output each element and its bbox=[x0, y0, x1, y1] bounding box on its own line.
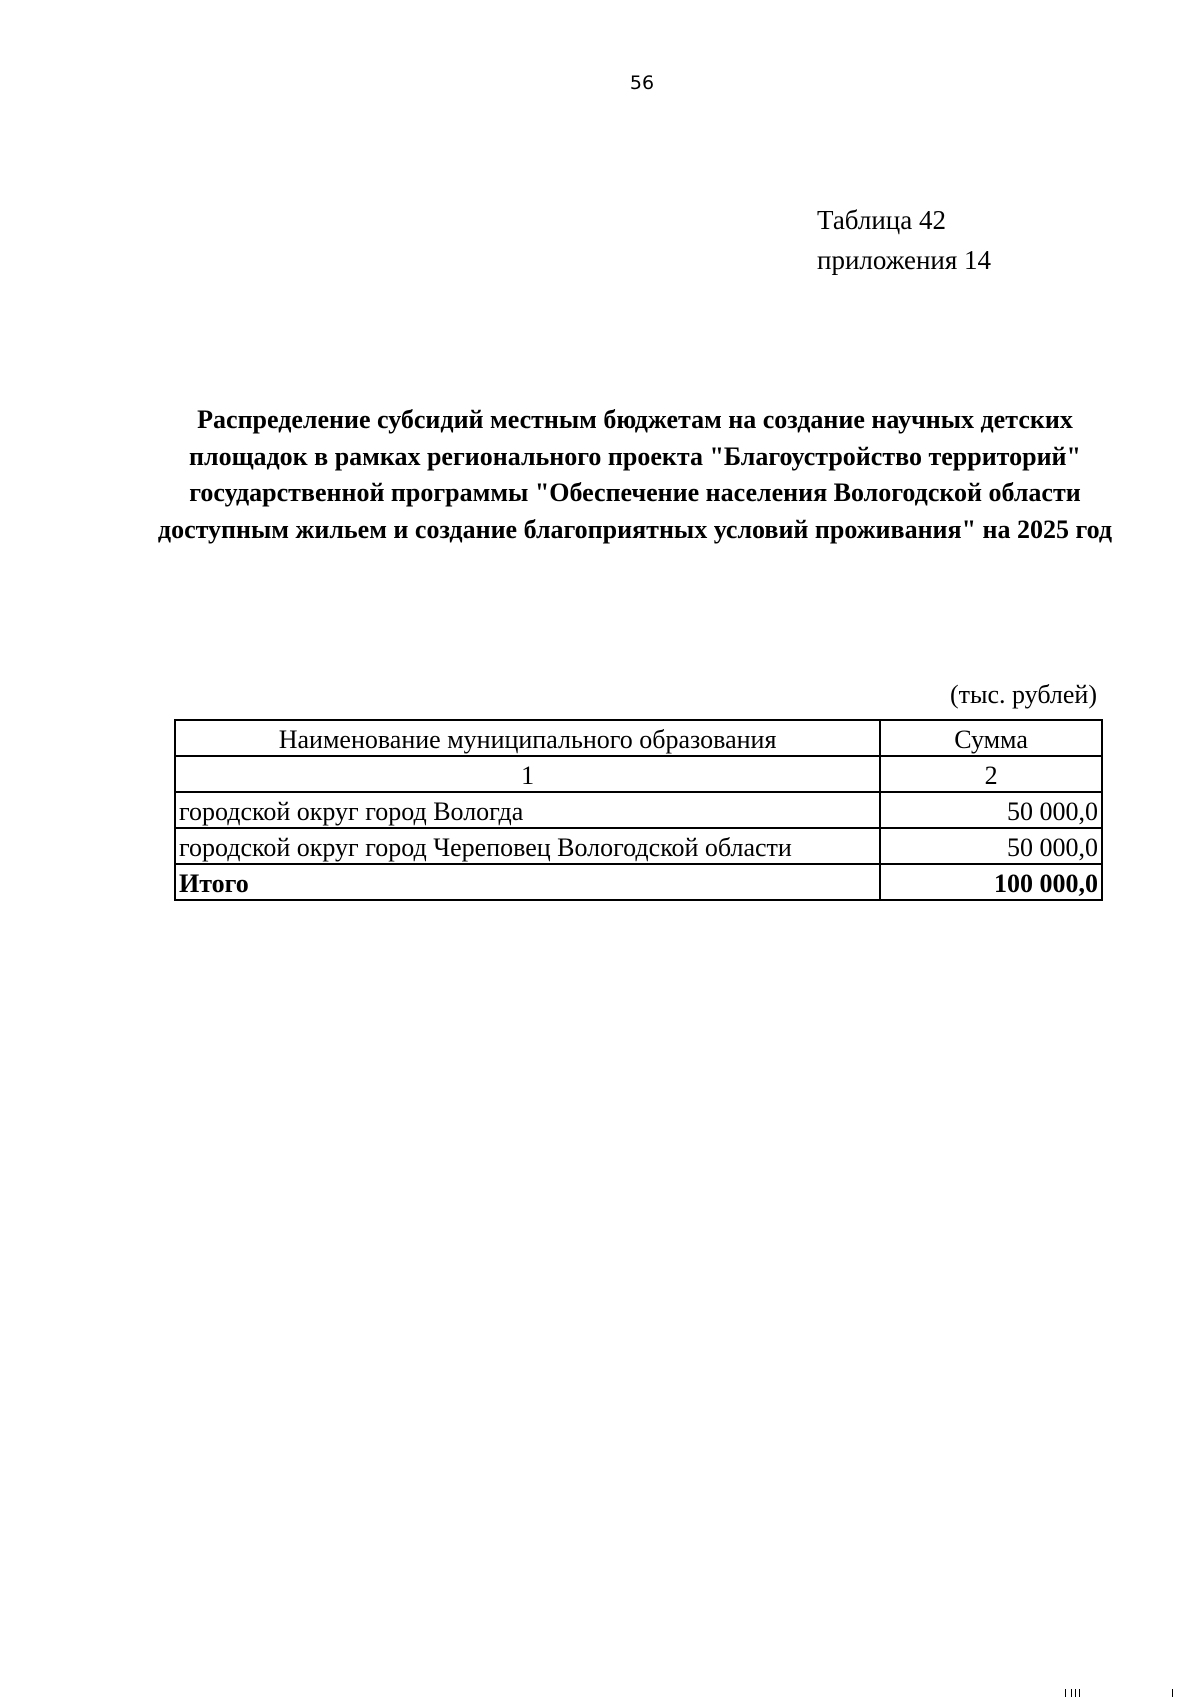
scan-mark bbox=[1079, 1689, 1080, 1697]
total-label: Итого bbox=[175, 864, 880, 900]
row-amount: 50 000,0 bbox=[880, 792, 1102, 828]
table-caption bbox=[817, 200, 991, 280]
document-title: Распределение субсидий местным бюджетам на создание научных детских площадок в рамках регионального проекта "Благоустройство территорий" государственной программы "Обеспечение населения Вологодской области доступным жильем и создание благоприятных условий проживания" на 2025 год bbox=[157, 405, 1113, 544]
row-municipality: городской округ город Череповец Вологодской области bbox=[175, 828, 880, 864]
scan-mark bbox=[1172, 1689, 1173, 1697]
scan-mark bbox=[1071, 1689, 1072, 1697]
column-number-row bbox=[175, 756, 1102, 792]
column-number-2: 2 bbox=[880, 756, 1102, 792]
scan-mark bbox=[1065, 1689, 1066, 1697]
subsidy-table bbox=[174, 719, 1103, 901]
total-row bbox=[175, 864, 1102, 900]
header-municipality: Наименование муниципального образования bbox=[175, 720, 880, 756]
table-row bbox=[175, 792, 1102, 828]
row-amount: 50 000,0 bbox=[880, 828, 1102, 864]
caption-table-number: Таблица 42 bbox=[817, 205, 946, 235]
units-label: (тыс. рублей) bbox=[949, 680, 1097, 709]
row-municipality: городской округ город Вологда bbox=[175, 792, 880, 828]
header-amount: Сумма bbox=[880, 720, 1102, 756]
table-row bbox=[175, 828, 1102, 864]
caption-appendix-number: приложения 14 bbox=[817, 245, 992, 275]
scan-mark bbox=[1075, 1689, 1076, 1697]
total-amount: 100 000,0 bbox=[880, 864, 1102, 900]
column-number-1: 1 bbox=[175, 756, 880, 792]
page-number: 56 bbox=[629, 72, 655, 94]
table-header-row bbox=[175, 720, 1102, 756]
